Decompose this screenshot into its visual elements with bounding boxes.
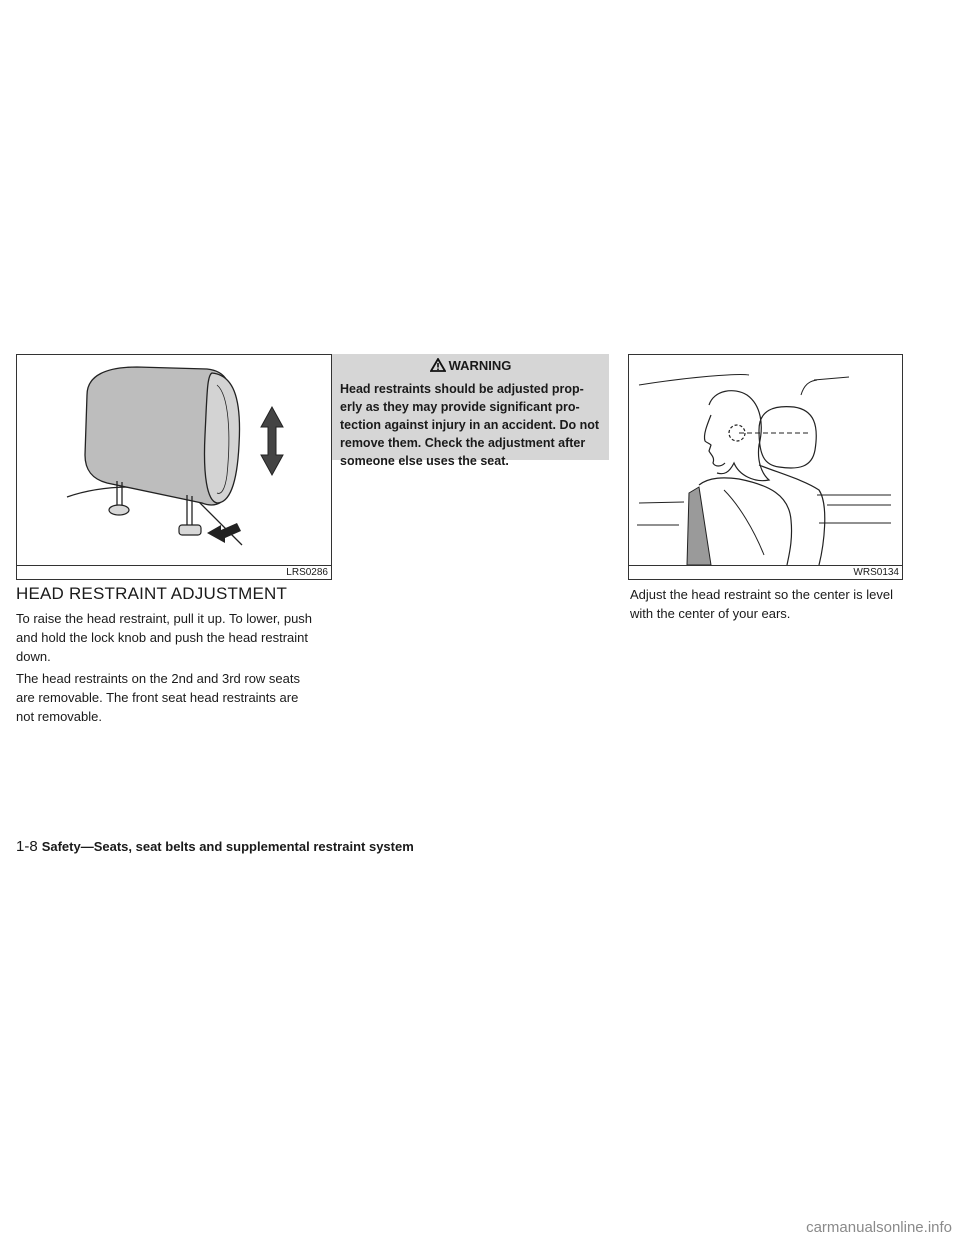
section-heading: HEAD RESTRAINT ADJUSTMENT (16, 584, 288, 603)
figure-head-restraint (16, 354, 332, 580)
figure-code: LRS0286 (17, 565, 331, 579)
head-restraint-illustration (17, 355, 331, 565)
head-position-illustration (629, 355, 902, 565)
double-arrow-icon (261, 407, 283, 475)
warning-title: WARNING (448, 358, 512, 373)
warning-title-row (332, 358, 609, 373)
watermark: carmanualsonline.info (806, 1219, 952, 1236)
page-number: 1-8 (16, 838, 38, 855)
paragraph: To raise the head restraint, pull it up. To lower, push and hold the lock knob and push the head restraint down. (16, 611, 313, 664)
warning-text: Head restraints should be adjusted prop- erly as they may provide significant pro- tection against injury in an accident. Do not remove them. Check the adjustment after someone else uses the seat. (340, 382, 600, 468)
page-footer (16, 838, 414, 855)
paragraph: Adjust the head restraint so the center is level with the center of your ears. (630, 587, 894, 621)
paragraph: The head restraints on the 2nd and 3rd row seats are removable. The front seat head restraints are not removable. (16, 671, 301, 724)
figure-code: WRS0134 (629, 565, 902, 579)
chapter-title: Safety—Seats, seat belts and supplemental restraint system (41, 839, 414, 854)
warning-triangle-icon (430, 358, 446, 372)
figure-head-position (628, 354, 903, 580)
warning-box (332, 354, 609, 468)
